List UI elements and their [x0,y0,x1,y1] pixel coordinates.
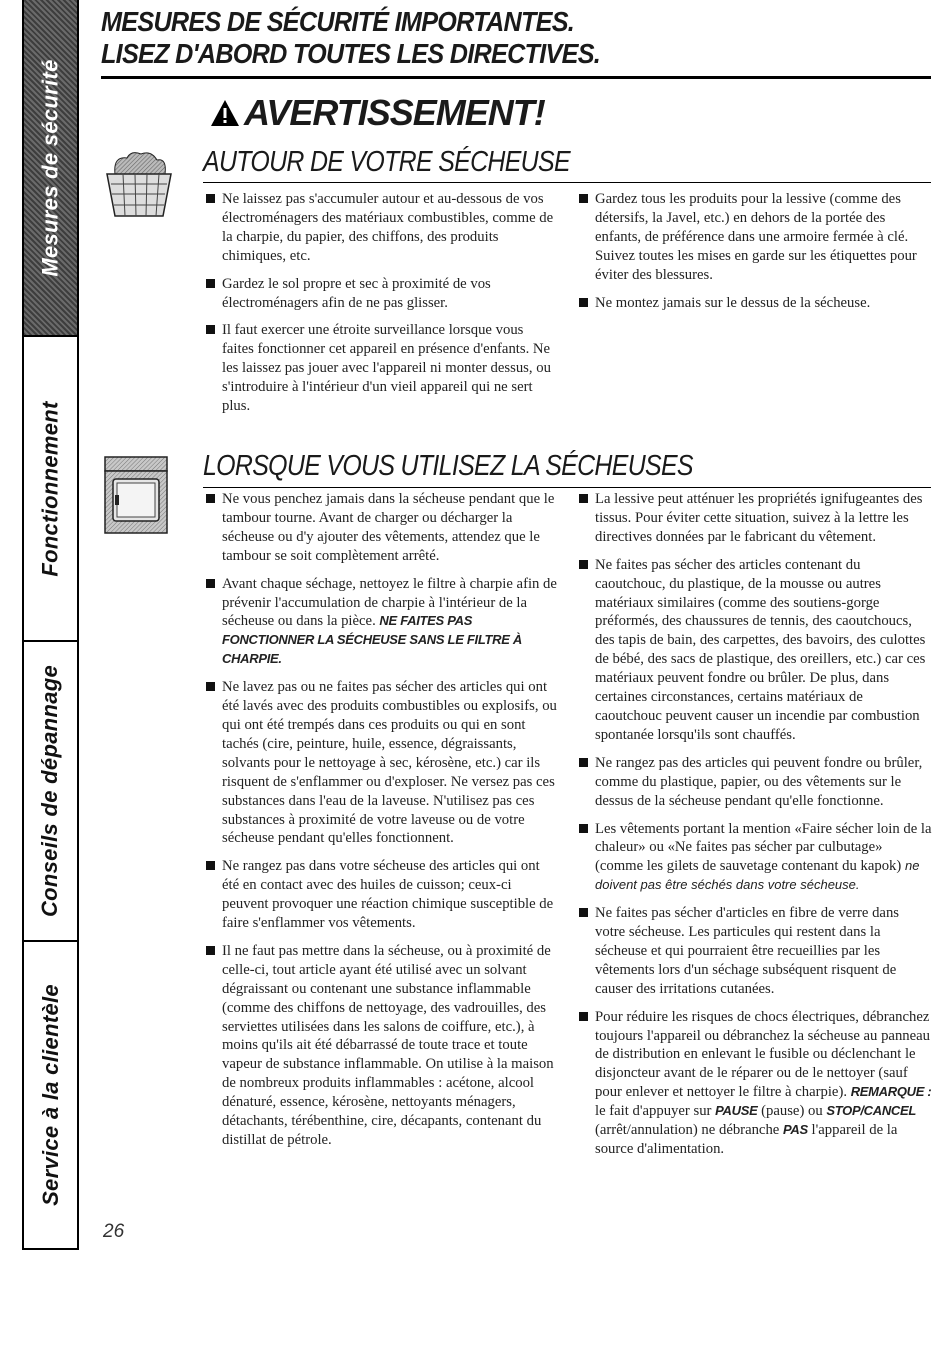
bullet-item [578,1008,932,1159]
page-header [101,6,931,70]
warning-triangle-icon [210,99,240,127]
bullet-item: Ne faites pas sécher d'articles en fibre de verre dans votre sécheuse. Les particules qui restent dans la sécheuse et qui pourraient être recueillies par les vêtements lors d'un séchage subséquent risquent de causer des irritations cutanées. [578,904,932,999]
bullet-item: Ne rangez pas dans votre sécheuse des articles qui ont été en contact avec des huiles de cuisson; ceux-ci peuvent provoquer une réaction chimique susceptible de faire s'enflammer vos vêtements. [205,857,559,933]
bullet-text: Avant chaque séchage, nettoyez le filtre à charpie afin de prévenir l'accumulation de charpie à l'intérieur de la sécheuse ou dans la pièce. [222,575,557,630]
bullet-item: Ne montez jamais sur le dessus de la sécheuse. [578,294,930,313]
section1-right-column [578,190,930,321]
page-title-line-2: LISEZ D'ABORD TOUTES LES DIRECTIVES. [101,38,601,69]
section-heading: AUTOUR DE VOTRE SÉCHEUSE [203,146,570,178]
tab-label: Mesures de sécurité [37,58,63,277]
tab-service-a-la-clientele[interactable] [22,942,79,1250]
section2-right-column [578,490,932,1168]
section-divider [203,182,931,183]
bullet-item: Ne laissez pas s'accumuler autour et au-dessous de vos électroménagers des matériaux combustibles, comme de la charpie, du papier, des chiffons, des produits chimiques, etc. [205,190,555,266]
pause-label: PAUSE [715,1103,758,1119]
warning-banner [210,92,545,134]
bullet-text: (arrêt/annulation) ne débranche [595,1122,780,1139]
section-heading: LORSQUE VOUS UTILISEZ LA SÉCHEUSES [203,450,693,482]
warning-title: AVERTISSEMENT! [244,92,545,133]
italic-warning-text: ne doivent pas être séchés dans votre sécheuse. [595,858,920,893]
page-number: 26 [103,1221,125,1242]
bullet-text: Pour réduire les risques de chocs électriques, débranchez toujours l'appareil ou débranchez la sécheuse au panneau de distribution en enlevant le fusible ou déclenchant le disjoncteur avant de le réparer ou de le nettoyer (sauf pour enlever et nettoyer le filtre à charpie). [595,1008,931,1101]
tab-conseils-de-depannage[interactable] [22,642,79,942]
bullet-item: Ne vous penchez jamais dans la sécheuse pendant que le tambour tourne. Avant de charger ou décharger la sécheuse ou d'y ajouter des vêtements, attendez que le tambour se soit complètement arrêté. [205,490,559,566]
bullet-text: le fait d'appuyer sur [595,1103,712,1120]
bullet-text: Les vêtements portant la mention «Faire sécher loin de la chaleur» ou «Ne faites pas sécher par culbutage» (comme les gilets de sauvetage contenant du kapok) [595,820,932,875]
bullet-item: Il faut exercer une étroite surveillance lorsque vous faites fonctionner cet appareil en présence d'enfants. Ne les laissez pas jouer avec l'appareil ni monter dessus, ou s'introduire à l'intérieur d'un vieil appareil qui ne sert plus. [205,321,555,416]
laundry-basket-icon [101,150,177,220]
section2-left-column [205,490,559,1159]
tab-label: Conseils de dépannage [37,664,63,918]
bullet-item: Il ne faut pas mettre dans la sécheuse, ou à proximité de celle-ci, tout article ayant été utilisé avec un solvant dégraissant ou contenant une substance inflammable (comme des chiffons de nettoyage, des vadrouilles, des serviettes utilisées dans les salons de coiffure, etc.), à moins qu'ils ait été débarrassé de toute trace et toute vapeur de substance inflammable. On utilise à la maison de nombreux produits inflammables : acétone, alcool dénaturé, essence, kérosène, nettoyants ménagers, détachants, térébenthine, cire, décapants, contenant du distillat de pétrole. [205,942,559,1150]
bullet-item: Gardez le sol propre et sec à proximité de vos électroménagers afin de ne pas glisser. [205,275,555,313]
bullet-item: Ne faites pas sécher des articles contenant du caoutchouc, du plastique, de la mousse ou autres matériaux similaires (comme des soutiens-gorge préformés, des chaussures de tennis, des caoutchoucs, des tapis de bain, des carpettes, des bavoirs, des culottes de bébé, des sacs de plastique, des oreillers, etc.) car ces matériaux peuvent fondre ou brûler. De plus, dans certaines circonstances, certains matériaux de caoutchouc peuvent causer un incendie par combustion spontanée lorsqu'ils sont chauffés. [578,556,932,745]
bullet-item [205,575,559,670]
bullet-item: Gardez tous les produits pour la lessive (comme des détersifs, la Javel, etc.) en dehors de la portée des enfants, de préférence dans une armoire fermée à clé. Suivez toutes les mises en garde sur les étiquettes pour éviter des blessures. [578,190,930,285]
tab-label: Service à la clientèle [37,984,63,1206]
page-title-line-1: MESURES DE SÉCURITÉ IMPORTANTES. [101,6,575,37]
bullet-text: (pause) ou [761,1103,823,1120]
bullet-item: La lessive peut atténuer les propriétés ignifugeantes des tissus. Pour éviter cette situation, suivez à la lettre les directives données par le fabricant du vêtement. [578,490,932,547]
bullet-item: Ne rangez pas des articles qui peuvent fondre ou brûler, comme du plastique, papier, ou des vêtements sur le dessus de la sécheuse pendant qu'elle fonctionne. [578,754,932,811]
pas-label: PAS [782,1122,808,1138]
section1-left-column [205,190,555,425]
header-divider [101,76,931,79]
dryer-icon [103,455,169,535]
remarque-label: REMARQUE : [850,1084,932,1100]
bullet-item: Ne lavez pas ou ne faites pas sécher des articles qui ont été lavés avec des produits combustibles ou explosifs, ou qui ont été trempés dans ces produits ou qui en sont tachés (cire, peinture, huile, essence, dégraissants, solvants pour le nettoyage à sec, kérosène, etc.) car ils risquent de s'enflammer ou d'exploser. Ne versez pas ces substances dans l'eau de la laveuse. N'utilisez pas ces substances à proximité de votre laveuse ou de votre sécheuse pendant qu'elles fonctionnent. [205,678,559,848]
tab-label: Fonctionnement [37,400,63,577]
bullet-text: l'appareil de la source d'alimentation. [595,1122,898,1157]
bold-warning-text: NE FAITES PAS FONCTIONNER LA SÉCHEUSE SANS LE FILTRE À CHARPIE. [222,613,523,667]
bullet-item [578,820,932,896]
side-tabs [22,0,79,1250]
stop-cancel-label: STOP/CANCEL [826,1103,917,1119]
section-divider [203,487,931,488]
tab-mesures-de-securite[interactable] [22,0,79,337]
tab-fonctionnement[interactable] [22,337,79,642]
